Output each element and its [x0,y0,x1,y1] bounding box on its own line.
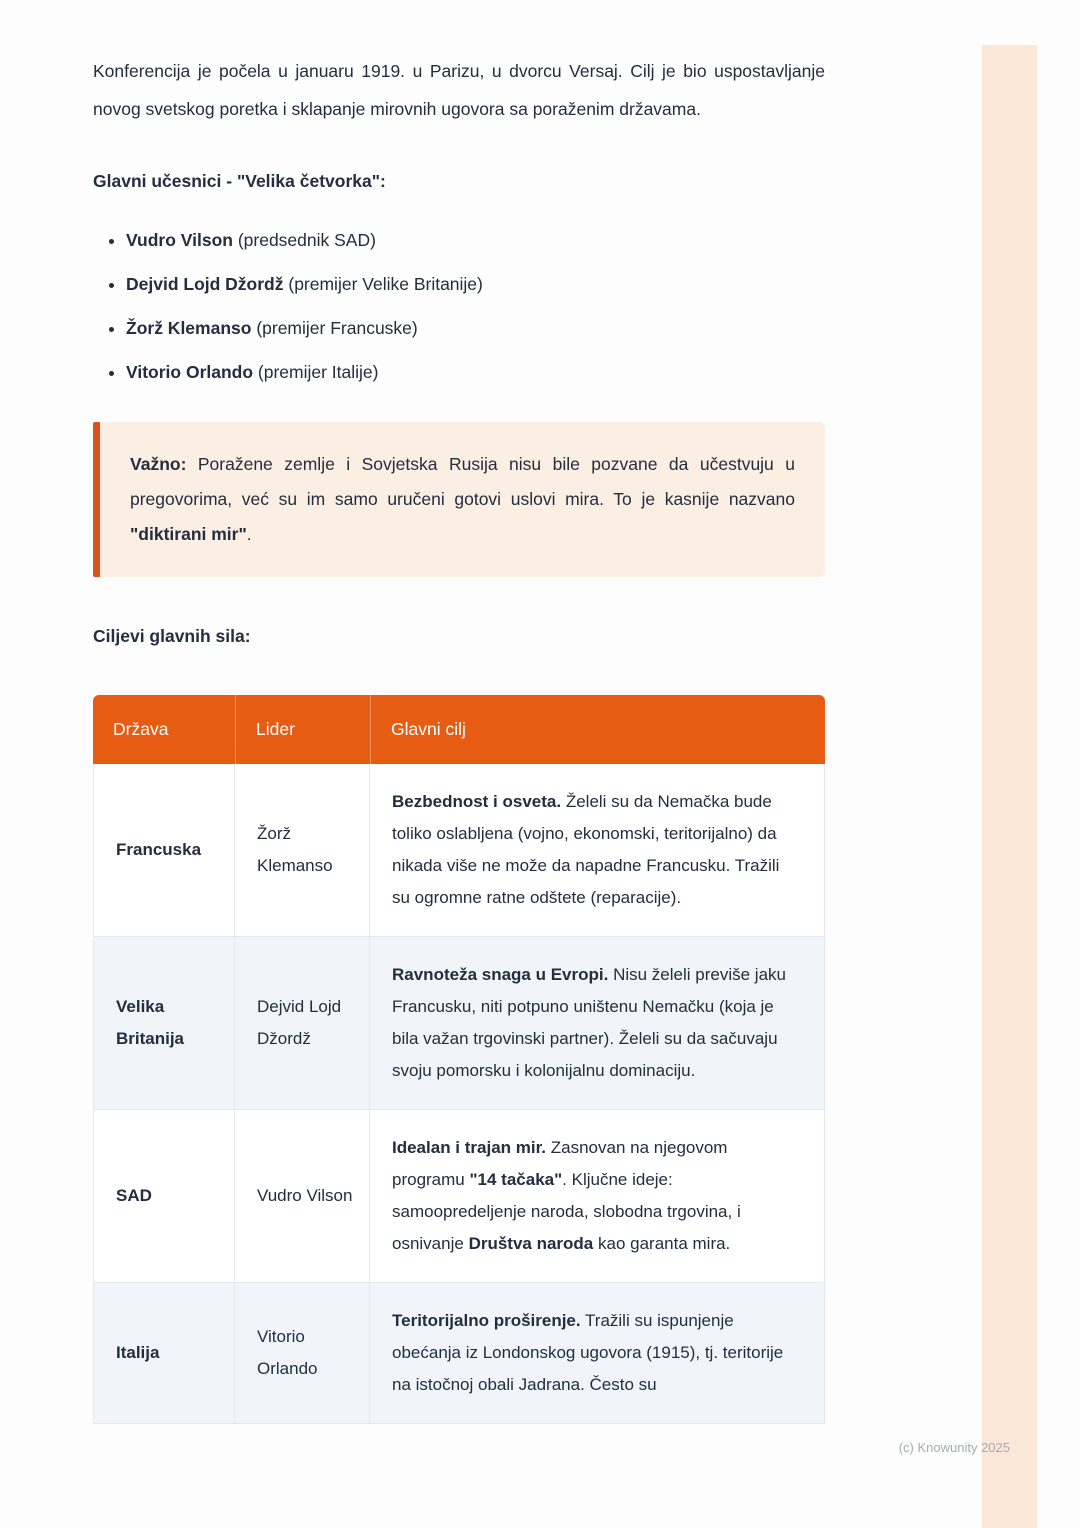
cell-leader: Žorž Klemanso [235,764,370,937]
cell-leader: Vitorio Orlando [235,1283,370,1424]
cell-goal: Teritorijalno proširenje. Tražili su ispunjenje obećanja iz Londonskog ugovora (1915), tj. teritorije na istočnoj obali Jadrana. Često su [370,1283,825,1424]
participant-desc: (premijer Velike Britanije) [283,274,483,294]
table-row [93,937,825,1110]
participants-list [93,224,825,388]
table-row [93,1110,825,1283]
cell-goal: Idealan i trajan mir. Zasnovan na njegovom programu "14 tačaka". Ključne ideje: samoopredeljenje naroda, slobodna trgovina, i osnivanje Društva naroda kao garanta mira. [370,1110,825,1283]
list-item [126,268,825,300]
cell-leader: Dejvid Lojd Džordž [235,937,370,1110]
cell-country: Italija [93,1283,235,1424]
list-item [126,356,825,388]
list-item [126,312,825,344]
table-row [93,1283,825,1424]
important-callout [93,422,825,577]
participants-heading: Glavni učesnici - "Velika četvorka": [93,171,386,191]
callout-text: Važno: Poražene zemlje i Sovjetska Rusija nisu bile pozvane da učestvuju u pregovorima, već su im samo uručeni gotovi uslovi mira. To je kasnije nazvano "diktirani mir". [130,454,795,544]
decorative-side-strip [982,45,1037,1528]
goals-table [93,695,825,1424]
participant-name: Vitorio Orlando [126,362,254,382]
copyright-note: (c) Knowunity 2025 [898,1440,1010,1455]
participant-desc: (predsednik SAD) [232,230,376,250]
cell-goal: Bezbednost i osveta. Želeli su da Nemačka bude toliko oslabljena (vojno, ekonomski, teritorijalno) da nikada više ne može da napadne Francusku. Tražili su ogromne ratne odštete (reparacije). [370,764,825,937]
column-header-leader: Lider [235,695,370,764]
participant-desc: (premijer Italije) [253,362,379,382]
participant-name: Žorž Klemanso [126,318,252,338]
participant-desc: (premijer Francuske) [251,318,418,338]
goals-heading: Ciljevi glavnih sila: [93,626,251,646]
intro-paragraph: Konferencija je počela u januaru 1919. u Parizu, u dvorcu Versaj. Cilj je bio uspostavljanje novog svetskog poretka i sklapanje mirovnih ugovora sa poraženim državama. [93,61,825,119]
participant-name: Dejvid Lojd Džordž [126,274,284,294]
table-header-row [93,695,825,764]
participant-name: Vudro Vilson [126,230,233,250]
cell-leader: Vudro Vilson [235,1110,370,1283]
column-header-goal: Glavni cilj [370,695,825,764]
cell-country: Francuska [93,764,235,937]
document-content [93,52,825,1424]
cell-country: SAD [93,1110,235,1283]
cell-country: Velika Britanija [93,937,235,1110]
list-item [126,224,825,256]
cell-goal: Ravnoteža snaga u Evropi. Nisu želeli previše jaku Francusku, niti potpuno uništenu Nemačku (koja je bila važan trgovinski partner). Želeli su da sačuvaju svoju pomorsku i kolonijalnu dominaciju. [370,937,825,1110]
table-row [93,764,825,937]
column-header-country: Država [93,695,235,764]
